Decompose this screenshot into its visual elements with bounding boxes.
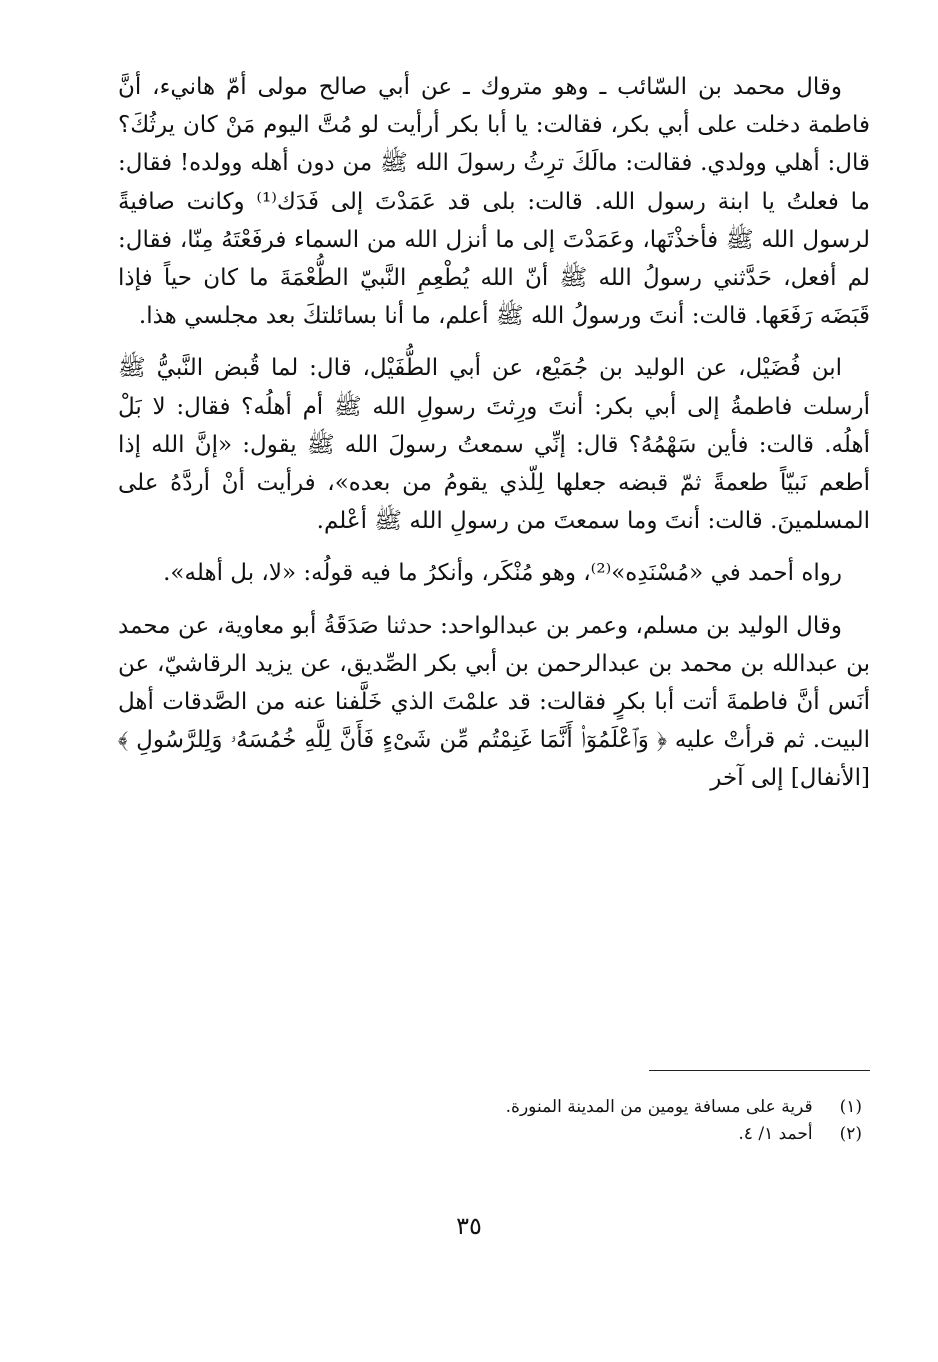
footnote-text: قرية على مسافة يومين من المدينة المنورة. [505,1097,813,1117]
main-text [118,68,870,798]
footnote-separator [649,1070,870,1071]
paragraph-2: ابن فُضَيْل، عن الوليد بن جُمَيْع، عن أبي الطُّفَيْل، قال: لما قُبض النَّبيُّ ﷺ أرسلت فاطمةُ إلى أبي بكر: أنتَ ورِثتَ رسولِ الله ﷺ أم أهلُه؟ فقال: لا بَلْ أهلُه. قالت: فأين سَهْمُهُ؟ قال: إنِّي سمعتُ رسولَ الله ﷺ يقول: «إنَّ الله إذا أطعم نَبيّاً طعمةً ثمّ قبضه جعلها لِلّذي يقومُ من بعده»، فرأيت أنْ أردَّهُ على المسلمينَ. قالت: أنتَ وما سمعتَ من رسولِ الله ﷺ أعْلم. [118,355,870,535]
footnote-number: (١) [839,1097,862,1117]
footnote-text: أحمد ١/ ٤. [738,1124,813,1144]
footnote-number: (٢) [839,1124,862,1144]
footnotes [118,1094,862,1148]
paragraph-1: وقال محمد بن السّائب ـ وهو متروك ـ عن أبي صالح مولى أمّ هانيء، أنَّ فاطمة دخلت على أبي بكر، فقالت: يا أبا بكر أرأيت لو مُتَّ اليوم مَنْ كان يرثُكَ؟ قال: أهلي وولدي. فقالت: مالَكَ ترِثُ رسولَ الله ﷺ من دون أهله وولده! فقال: ما فعلتُ يا ابنة رسول الله. قالت: بلى قد عَمَدْتَ إلى فَدَك⁽¹⁾ وكانت صافيةً لرسول الله ﷺ فأخذْتَها، وعَمَدْتَ إلى ما أنزل الله من السماء فرفَعْتَهُ مِنّا، فقال: لم أفعل، حَدَّثني رسولُ الله ﷺ أنّ الله يُطْعِمِ النَّبيّ الطُّعْمَةَ ما كان حياً فإذا قَبَضَه رَفَعَها. قالت: أنتَ ورسولُ الله ﷺ أعلم، ما أنا بسائلتكَ بعد مجلسي هذا. [118,74,870,330]
paragraph-4: وقال الوليد بن مسلم، وعمر بن عبدالواحد: حدثنا صَدَقَةُ أبو معاوية، عن محمد بن عبدالله بن محمد بن عبدالرحمن بن أبي بكر الصِّديق، عن يزيد الرقاشيّ، عن أنَس أنَّ فاطمةَ أتت أبا بكرٍ فقالت: قد علمْتَ الذي خَلَّفنا عنه من الصَّدقات أهل البيت. ثم قرأتْ عليه ﴿ وَٱعْلَمُوٓا۟ أَنَّمَا غَنِمْتُم مِّن شَىْءٍ فَأَنَّ لِلَّهِ خُمُسَهُۥ وَلِلرَّسُولِ ﴾ [الأنفال] إلى آخر [118,612,870,792]
page-number: ٣٥ [456,1212,482,1240]
paragraph-3: رواه أحمد في «مُسْنَدِه»⁽²⁾، وهو مُنْكَر، وأنكرُ ما فيه قولُه: «لا، بل أهله». [163,560,842,587]
footnote-1 [118,1094,862,1121]
footnote-2 [118,1121,862,1148]
